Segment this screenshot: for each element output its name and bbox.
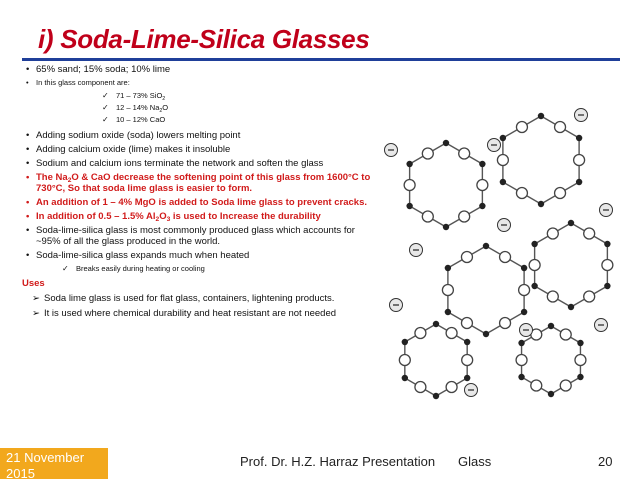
bullet-dot: • [26, 250, 30, 261]
arrow-bullet-icon: ➢ [32, 293, 40, 304]
oxygen-atom [560, 329, 571, 340]
silicon-atom [402, 375, 408, 381]
oxygen-atom [404, 180, 415, 191]
oxygen-atom [529, 260, 540, 271]
oxygen-atom [461, 318, 472, 329]
silicon-atom [406, 161, 412, 167]
oxygen-atom [519, 285, 530, 296]
silicon-atom [445, 309, 451, 315]
bullet-softening: • The $Na_2O$ & CaO decrease the softening point of this glass from 1600°C to 730°C, So that soda lime glass is easier to form. [26, 172, 371, 194]
checkmark-icon: ✓ [62, 264, 69, 273]
oxygen-atom [446, 382, 457, 393]
bullet-composition: • 65% sand; 15% soda; 10% lime [26, 64, 171, 75]
use-item: ➢ It is used where chemical durability and heat resistant are not needed [32, 308, 337, 319]
check-sio2: ✓ 71 – 73% SiO$_2$ [102, 91, 166, 102]
oxygen-atom [459, 211, 470, 222]
silicon-atom [433, 393, 439, 399]
bullet-soda: • Adding sodium oxide (soda) lowers melting point [26, 130, 241, 141]
oxygen-atom [461, 252, 472, 263]
bullet-dot: • [26, 144, 30, 155]
bullet-production: • Soda-lime-silica glass is most commonly produced glass which accounts for ~95% of all the glass produced in the world. [26, 225, 355, 247]
oxygen-atom [531, 380, 542, 391]
oxygen-atom [497, 155, 508, 166]
silicon-atom [483, 331, 489, 337]
silicon-atom [531, 241, 537, 247]
silicon-atom [531, 283, 537, 289]
silicon-atom [577, 340, 583, 346]
check-cao: ✓ 10 – 12% CaO [102, 115, 166, 124]
silicon-atom [576, 179, 582, 185]
page-number: 20 [598, 454, 613, 469]
silicon-atom [483, 243, 489, 249]
silicon-atom [518, 374, 524, 380]
silicon-atom [479, 203, 485, 209]
oxygen-atom [584, 291, 595, 302]
oxygen-atom [555, 188, 566, 199]
silicon-atom [538, 113, 544, 119]
oxygen-atom [574, 155, 585, 166]
silicon-atom [443, 224, 449, 230]
bullet-dot: • [26, 172, 30, 183]
oxygen-atom [500, 318, 511, 329]
silicon-atom [464, 339, 470, 345]
checkmark-icon: ✓ [102, 91, 109, 100]
oxygen-atom [422, 148, 433, 159]
oxygen-atom [477, 180, 488, 191]
use-item: ➢ Soda lime glass is used for flat glass, containers, lightening products. [32, 293, 335, 304]
bullet-dot: • [26, 158, 30, 169]
silicon-atom [521, 309, 527, 315]
arrow-bullet-icon: ➢ [32, 308, 40, 319]
oxygen-atom [575, 355, 586, 366]
silicon-atom [443, 140, 449, 146]
silicon-atom [577, 374, 583, 380]
oxygen-atom [547, 291, 558, 302]
checkmark-icon: ✓ [102, 103, 109, 112]
silicon-atom [548, 323, 554, 329]
footer-date: 21 November 2015 [0, 448, 108, 479]
glass-network-diagram [376, 90, 628, 400]
bullet-al2o3: • In addition of 0.5 – 1.5% $Al_2O_3$ is used to Increase the durability [26, 211, 321, 223]
uses-heading: Uses [22, 278, 45, 289]
silicon-atom [518, 340, 524, 346]
oxygen-atom [500, 252, 511, 263]
oxygen-atom [415, 382, 426, 393]
bullet-ions: • Sodium and calcium ions terminate the network and soften the glass [26, 158, 324, 169]
silicon-atom [568, 304, 574, 310]
bullet-dot: • [26, 130, 30, 141]
bullet-expands: • Soda-lime-silica glass expands much when heated [26, 250, 250, 261]
oxygen-atom [442, 285, 453, 296]
silicon-atom [576, 135, 582, 141]
oxygen-atom [560, 380, 571, 391]
checkmark-icon: ✓ [102, 115, 109, 124]
silicon-atom [604, 283, 610, 289]
oxygen-atom [516, 355, 527, 366]
footer-subject: Glass [458, 454, 492, 469]
oxygen-atom [462, 355, 473, 366]
footer-presenter: Prof. Dr. H.Z. Harraz Presentation [240, 454, 436, 469]
bullet-mgo: • An addition of 1 – 4% MgO is added to Soda lime glass to prevent cracks. [26, 197, 367, 208]
check-na2o: ✓ 12 – 14% $Na_2O$ [102, 103, 169, 114]
silicon-atom [433, 321, 439, 327]
bullet-components: • In this glass component are: [26, 78, 130, 87]
oxygen-atom [422, 211, 433, 222]
silicon-atom [500, 135, 506, 141]
silicon-atom [479, 161, 485, 167]
oxygen-atom [555, 122, 566, 133]
check-breaks: ✓ Breaks easily during heating or cooling [62, 264, 205, 273]
silicon-atom [538, 201, 544, 207]
oxygen-atom [516, 122, 527, 133]
silicon-atom [521, 265, 527, 271]
silicon-atom [604, 241, 610, 247]
silicon-atom [402, 339, 408, 345]
oxygen-atom [584, 228, 595, 239]
oxygen-atom [602, 260, 613, 271]
bullet-list [22, 64, 378, 323]
oxygen-atom [459, 148, 470, 159]
silicon-atom [548, 391, 554, 397]
slide-title: i) Soda-Lime-Silica Glasses [38, 24, 370, 54]
title-underline [22, 58, 620, 61]
bullet-dot: • [26, 64, 30, 75]
oxygen-atom [516, 188, 527, 199]
oxygen-atom [415, 328, 426, 339]
bullet-lime: • Adding calcium oxide (lime) makes it insoluble [26, 144, 231, 155]
bullet-dot: • [26, 197, 30, 208]
oxygen-atom [446, 328, 457, 339]
silicon-atom [406, 203, 412, 209]
bullet-dot: • [26, 78, 29, 87]
oxygen-atom [399, 355, 410, 366]
oxygen-atom [547, 228, 558, 239]
bullet-dot: • [26, 211, 30, 222]
silicon-atom [568, 220, 574, 226]
silicon-atom [464, 375, 470, 381]
silicon-atom [445, 265, 451, 271]
bullet-dot: • [26, 225, 30, 236]
silicon-atom [500, 179, 506, 185]
